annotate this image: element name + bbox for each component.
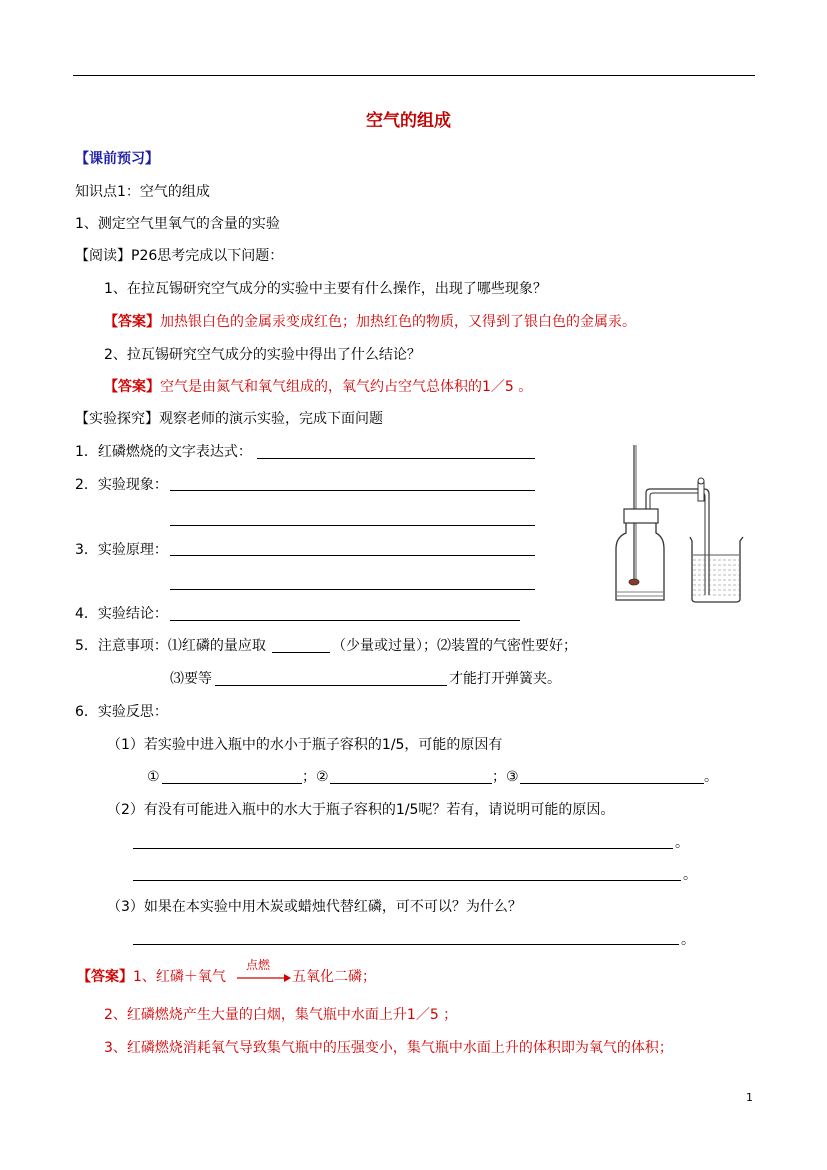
- explore-item-5-note: （少量或过量）；⑵装置的气密性要好；: [332, 638, 577, 654]
- page-number: 1: [746, 1091, 753, 1104]
- answer-blank[interactable]: [162, 783, 302, 784]
- explore-item-4: 4．实验结论：: [75, 606, 168, 622]
- section-preview: 【课前预习】: [75, 151, 159, 167]
- reflection-2: （2）有没有可能进入瓶中的水大于瓶子容积的1/5呢？若有，请说明可能的原因。: [107, 802, 615, 818]
- answer-1-text: 加热银白色的金属汞变成红色；加热红色的物质，又得到了银白色的金属汞。: [160, 314, 636, 330]
- answer-tag: 【答案】: [104, 379, 160, 395]
- answer-blank[interactable]: [170, 620, 520, 621]
- knowledge-point: 知识点1：空气的组成: [75, 184, 210, 200]
- period: 。: [704, 769, 718, 785]
- explore-item-1: 1．红磷燃烧的文字表达式：: [75, 444, 252, 460]
- answer-blank[interactable]: [257, 458, 535, 459]
- answer-tag: 【答案】: [104, 314, 160, 330]
- explore-text: 观察老师的演示实验，完成下面问题: [159, 411, 383, 427]
- explore-item-2: 2．实验现象：: [75, 477, 168, 493]
- answer-2-text: 空气是由氮气和氧气组成的，氧气约占空气总体积的1／5 。: [160, 379, 533, 395]
- page-title: 空气的组成: [366, 111, 451, 131]
- question-2: 2、拉瓦锡研究空气成分的实验中得出了什么结论？: [104, 347, 421, 363]
- answer-summary-1: [77, 968, 226, 986]
- answer-summary-1-prefix: 1、红磷＋氧气: [133, 969, 226, 985]
- answer-blank[interactable]: [170, 555, 535, 556]
- answer-blank[interactable]: [330, 783, 492, 784]
- answer-blank[interactable]: [133, 848, 673, 849]
- answer-summary-2: 2、红磷燃烧产生大量的白烟，集气瓶中水面上升1／5 ；: [104, 1007, 458, 1023]
- answer-tag: 【答案】: [77, 969, 133, 985]
- reading-prompt: 【阅读】P26思考完成以下问题：: [75, 248, 284, 264]
- choice-1-marker: ①: [147, 769, 160, 785]
- explore-item-5: 5．注意事项：⑴红磷的量应取: [75, 638, 266, 654]
- answer-summary-3: 3、红磷燃烧消耗氧气导致集气瓶中的压强变小，集气瓶中水面上升的体积即为氧气的体积；: [104, 1040, 673, 1056]
- choice-2-marker: ；②: [302, 769, 329, 785]
- answer-blank[interactable]: [170, 490, 535, 491]
- explore-item-3: 3．实验原理：: [75, 542, 168, 558]
- period: 。: [683, 867, 697, 883]
- explore-tag: 【实验探究】: [75, 411, 159, 427]
- answer-blank[interactable]: [133, 880, 681, 881]
- answer-blank[interactable]: [133, 944, 679, 945]
- answer-summary-1-suffix: 五氧化二磷；: [292, 969, 376, 985]
- choice-3-marker: ；③: [492, 769, 519, 785]
- answer-blank[interactable]: [272, 652, 330, 653]
- gas-collection-apparatus-icon: [612, 445, 752, 605]
- answer-2: [104, 378, 532, 396]
- period: 。: [675, 835, 689, 851]
- explore-item-5-end: 才能打开弹簧夹。: [449, 671, 561, 687]
- reflection-3: （3）如果在本实验中用木炭或蜡烛代替红磷，可不可以？为什么？: [107, 899, 522, 915]
- header-rule: [73, 75, 755, 76]
- item-measure: 1、测定空气里氧气的含量的实验: [75, 216, 280, 232]
- reaction-condition: 点燃: [246, 958, 271, 972]
- period: 。: [681, 932, 695, 948]
- answer-1: [104, 313, 636, 331]
- reflection-1: （1）若实验中进入瓶中的水小于瓶子容积的1/5，可能的原因有: [107, 737, 503, 753]
- answer-blank[interactable]: [215, 685, 447, 686]
- answer-blank[interactable]: [170, 525, 535, 526]
- question-1: 1、在拉瓦锡研究空气成分的实验中主要有什么操作，出现了哪些现象？: [104, 281, 547, 297]
- explore-heading: [75, 410, 383, 428]
- explore-item-6: 6．实验反思：: [75, 704, 168, 720]
- answer-blank[interactable]: [520, 783, 704, 784]
- reaction-arrow-icon: [236, 973, 292, 983]
- explore-item-5-wait: ⑶要等: [170, 671, 212, 687]
- answer-blank[interactable]: [170, 589, 535, 590]
